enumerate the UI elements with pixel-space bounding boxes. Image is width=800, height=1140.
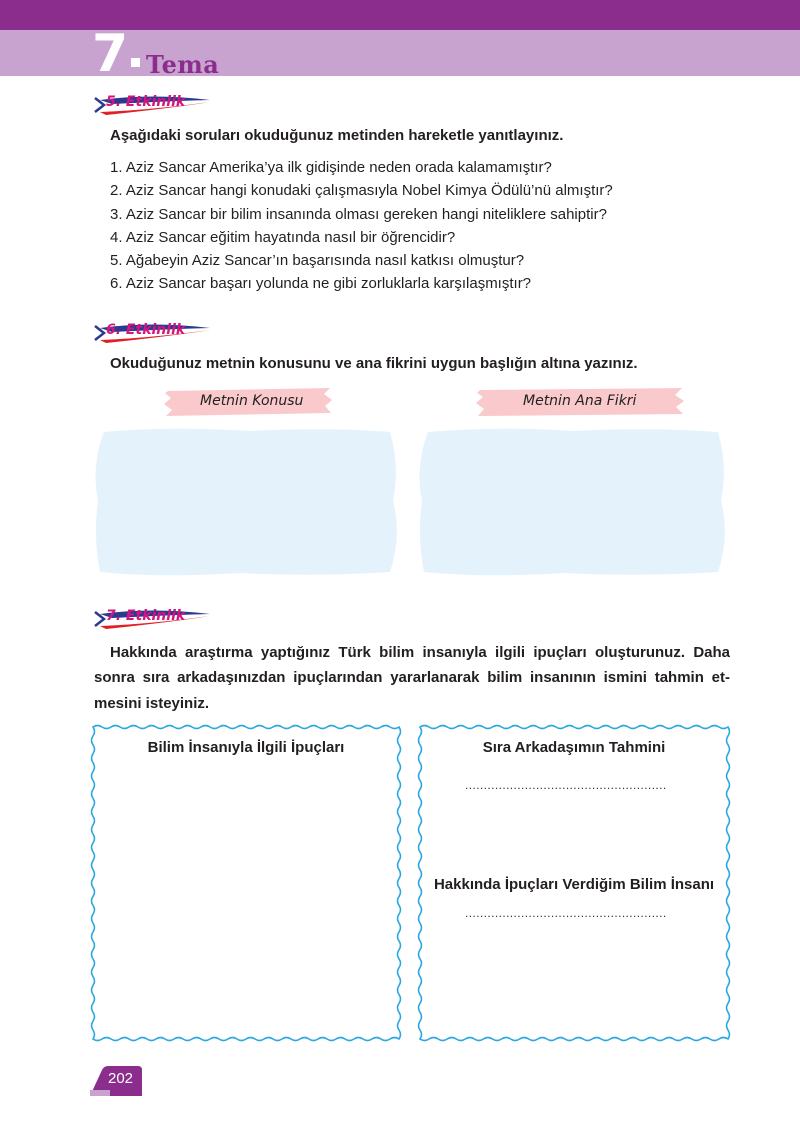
main-idea-answer-area[interactable] — [414, 426, 732, 578]
guess-answer-line[interactable]: ...................................................... — [465, 778, 667, 792]
activity7-instruction-line: sonra sıra arkadaşınızdan ipuçlarından yararlanarak bilim insanının ismini tahmin et- — [94, 669, 730, 686]
activity7-badge — [92, 604, 214, 632]
activity7-instruction-line: mesini isteyiniz. — [94, 695, 210, 712]
activity7-instruction-line: Hakkında araştırma yaptığınız Türk bilim insanıyla ilgili ipuçları oluşturunuz. Daha — [110, 644, 730, 661]
question-item: 1. Aziz Sancar Amerika’ya ilk gidişinde neden orada kalamamıştır? — [110, 159, 552, 176]
topic-label: Metnin Konusu — [200, 393, 304, 409]
activity6-badge — [92, 318, 214, 346]
activity5-question-list — [110, 156, 613, 296]
unit-number: 7 — [92, 24, 129, 84]
clues-box-title: Bilim İnsanıyla İlgili İpuçları — [147, 739, 345, 756]
question-item: 4. Aziz Sancar eğitim hayatında nasıl bir öğrencidir? — [110, 228, 456, 246]
page-number: 202 — [108, 1070, 134, 1087]
topic-answer-area[interactable] — [90, 426, 404, 578]
header-tab — [0, 30, 90, 76]
question-item: 3. Aziz Sancar bir bilim insanında olması gereken hangi niteliklere sahiptir? — [110, 205, 607, 223]
activity7-badge-label: 7. Etkinlik — [106, 608, 186, 624]
unit-title: Tema — [146, 50, 220, 79]
clues-writing-area[interactable] — [104, 770, 388, 1030]
main-idea-label: Metnin Ana Fikri — [523, 393, 637, 409]
question-item: 5. Ağabeyin Aziz Sancar’ın başarısında nasıl katkısı olmuştur? — [110, 252, 525, 270]
scientist-answer-line[interactable]: ...................................................... — [465, 906, 667, 920]
activity5-badge-label: 5. Etkinlik — [106, 94, 186, 110]
activity6-badge-label: 6. Etkinlik — [106, 322, 186, 338]
activity5-instruction: Aşağıdaki soruları okuduğunuz metinden hareketle yanıtlayınız. — [110, 127, 564, 144]
question-item: 2. Aziz Sancar hangi konudaki çalışmasıyla Nobel Kimya Ödülü’nü almıştır? — [110, 182, 613, 200]
activity6-instruction: Okuduğunuz metnin konusunu ve ana fikrini uygun başlığın altına yazınız. — [110, 355, 638, 372]
scientist-box-title: Hakkında İpuçları Verdiğim Bilim İnsanı — [433, 876, 715, 893]
question-item: 6. Aziz Sancar başarı yolunda ne gibi zorluklarla karşılaşmıştır? — [110, 275, 532, 293]
guess-box-title: Sıra Arkadaşımın Tahmini — [482, 739, 666, 756]
activity5-badge — [92, 90, 214, 118]
unit-number-dot — [131, 58, 140, 67]
